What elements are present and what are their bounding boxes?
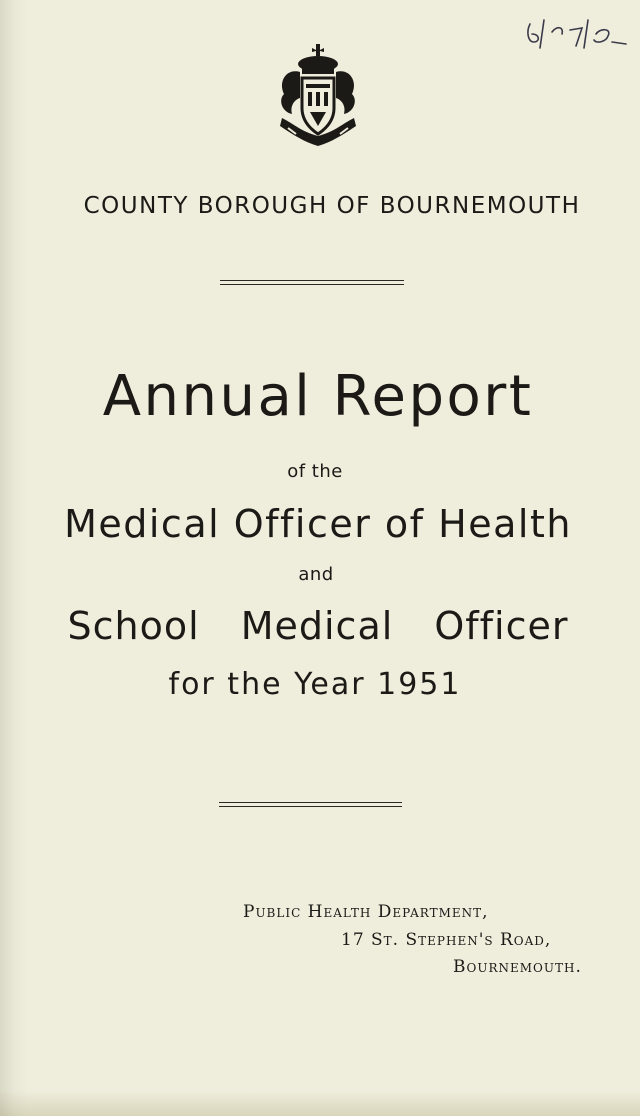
- address-line-town: Bournemouth.: [453, 957, 582, 977]
- address-line-street: 17 St. Stephen's Road,: [341, 930, 552, 950]
- borough-coat-of-arms: [272, 42, 364, 150]
- borough-heading: COUNTY BOROUGH OF BOURNEMOUTH: [83, 193, 581, 219]
- report-year-line: for the Year 1951: [168, 667, 462, 702]
- subtitle-medical-officer-of-health: Medical Officer of Health: [64, 502, 572, 546]
- connector-and: and: [298, 564, 334, 585]
- report-title: Annual Report: [102, 364, 534, 429]
- handwritten-note: [522, 12, 632, 60]
- subtitle-school-medical-officer: School Medical Officer: [67, 604, 569, 648]
- double-rule-divider: [219, 802, 402, 807]
- address-line-department: Public Health Department,: [243, 902, 489, 922]
- connector-of-the: of the: [287, 461, 343, 482]
- double-rule-divider: [220, 280, 404, 285]
